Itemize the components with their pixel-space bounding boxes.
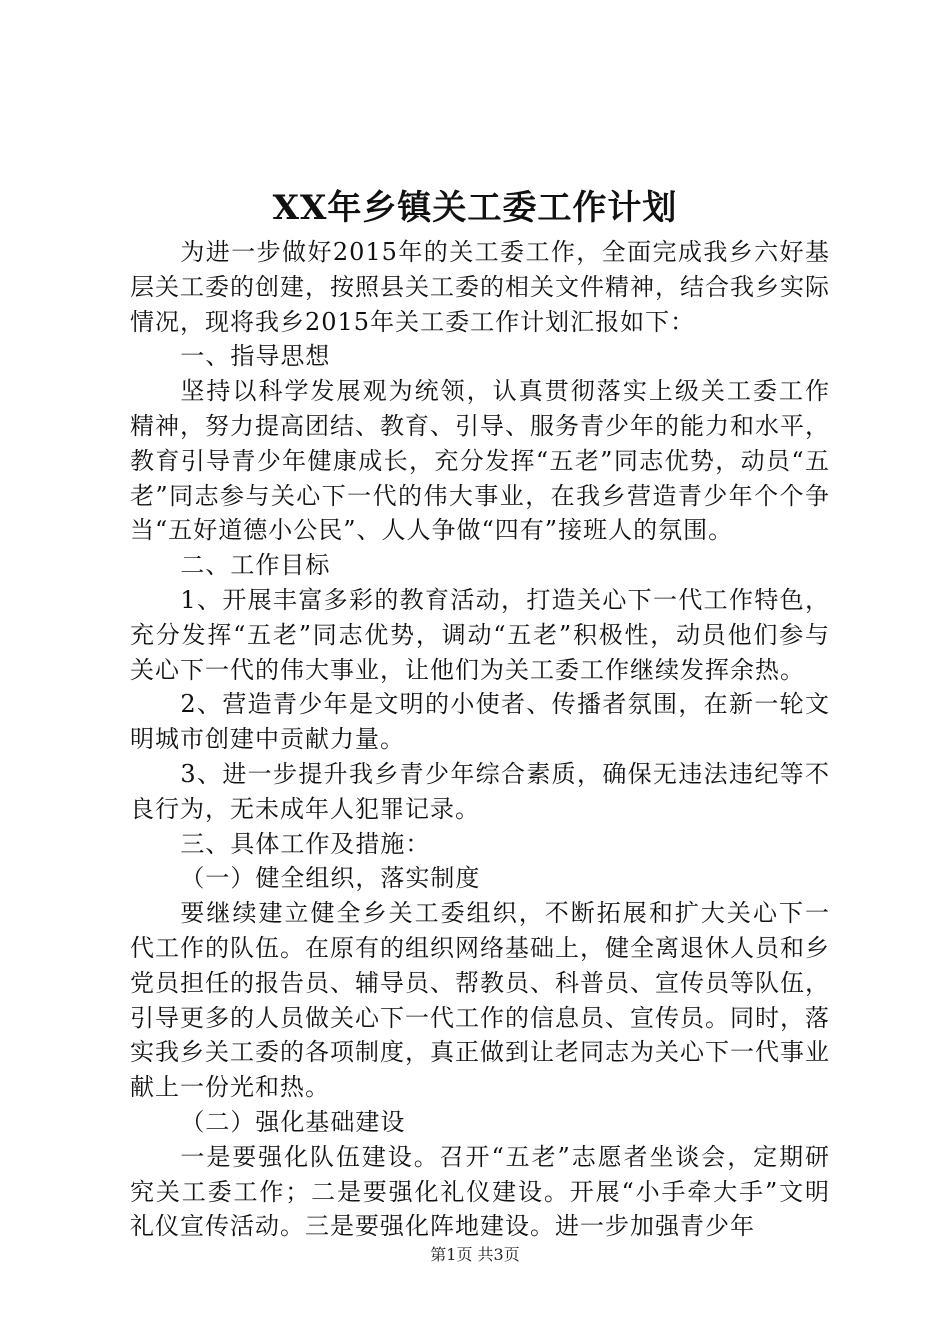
section-heading-work-goals: 二、工作目标 — [180, 551, 331, 580]
paragraph-guiding-ideology: 坚持以科学发展观为统领，认真贯彻落实上级关工委工作精神，努力提高团结、教育、引导、服务青少年的能力和水平，教育引导青少年健康成长，充分发挥“五老”同志优势，动员“五老”同志参与关心下一代的伟大事业，在我乡营造青少年个个争当“五好道德小公民”、人人争做“四有”接班人的氛围。 — [130, 377, 830, 545]
paragraph-goal-2: 2、营造青少年是文明的小使者、传播者氛围，在新一轮文明城市创建中贡献力量。 — [130, 690, 830, 754]
paragraph-goal-1: 1、开展丰富多彩的教育活动，打造关心下一代工作特色，充分发挥“五老”同志优势，调动“五老”积极性，动员他们参与关心下一代的伟大事业，让他们为关工委工作继续发挥余热。 — [130, 585, 830, 684]
paragraph-infrastructure: 一是要强化队伍建设。召开“五老”志愿者坐谈会，定期研究关工委工作；二是要强化礼仪建设。开展“小手牵大手”文明礼仪宣传活动。三是要强化阵地建设。进一步加强青少年 — [130, 1142, 830, 1241]
subsection-heading-organization: （一）健全组织，落实制度 — [180, 864, 481, 893]
paragraph-goal-3: 3、进一步提升我乡青少年综合素质，确保无违法违纪等不良行为，无未成年人犯罪记录。 — [130, 759, 830, 823]
paragraph-organization: 要继续建立健全乡关工委组织，不断拓展和扩大关心下一代工作的队伍。在原有的组织网络基础上，健全离退休人员和乡党员担任的报告员、辅导员、帮教员、科普员、宣传员等队伍，引导更多的人员做关心下一代工作的信息员、宣传员。同时，落实我乡关工委的各项制度，真正做到让老同志为关心下一代事业献上一份光和热。 — [130, 899, 830, 1102]
page-number-footer: 第1页 共3页 — [430, 1245, 520, 1264]
document-body — [130, 235, 830, 1244]
document-title: XX年乡镇关工委工作计划 — [272, 188, 678, 228]
paragraph-intro: 为进一步做好2015年的关工委工作，全面完成我乡六好基层关工委的创建，按照县关工委的相关文件精神，结合我乡实际情况，现将我乡2015年关工委工作计划汇报如下： — [130, 238, 830, 336]
section-heading-guiding-ideology: 一、指导思想 — [180, 342, 331, 371]
subsection-heading-infrastructure: （二）强化基础建设 — [180, 1107, 406, 1136]
section-heading-measures: 三、具体工作及措施： — [180, 829, 431, 858]
